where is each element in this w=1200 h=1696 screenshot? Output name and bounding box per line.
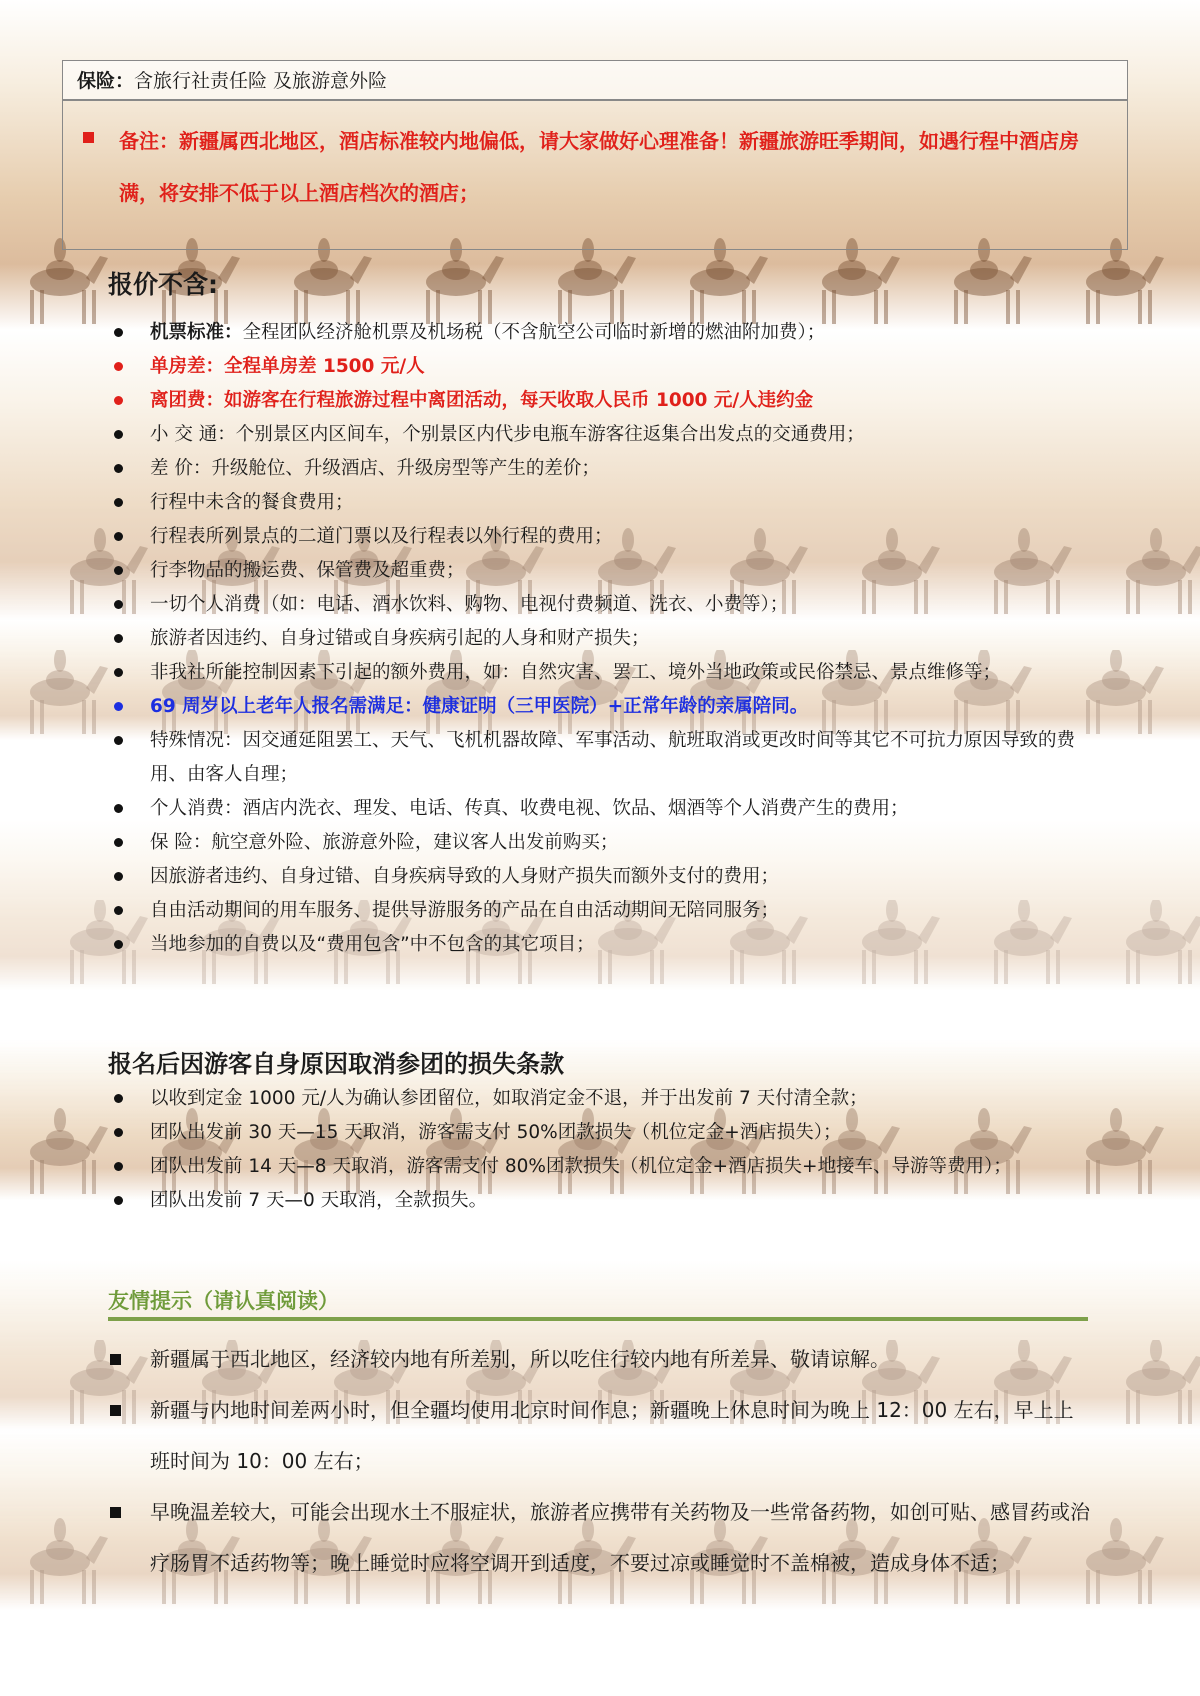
note-body: 新疆属西北地区，酒店标准较内地偏低，请大家做好心理准备！新疆旅游旺季期间，如遇行程中酒店房满，将安排不低于以上酒店档次的酒店； (119, 129, 1079, 205)
cancellation-list (108, 1082, 1088, 1218)
exclusion-item (108, 724, 1088, 792)
bullet-dot-icon (114, 396, 123, 405)
note-box (62, 100, 1128, 250)
exclusion-item (108, 520, 1088, 554)
exclusion-item-text: 个人消费：酒店内洗衣、理发、电话、传真、收费电视、饮品、烟酒等个人消费产生的费用； (150, 798, 909, 819)
exclusion-item-text: 行程表所列景点的二道门票以及行程表以外行程的费用； (150, 526, 613, 547)
cancellation-item-text: 团队出发前 7 天—0 天取消，全款损失。 (150, 1190, 488, 1211)
bullet-dot-icon (114, 1196, 123, 1205)
exclusion-item-text: 自由活动期间的用车服务、提供导游服务的产品在自由活动期间无陪同服务； (150, 900, 780, 921)
bullet-dot-icon (114, 736, 123, 745)
black-square-icon (110, 1405, 121, 1416)
tip-item-text: 早晚温差较大，可能会出现水土不服症状，旅游者应携带有关药物及一些常备药物，如创可贴、感冒药或治疗肠胃不适药物等；晚上睡觉时应将空调开到适度，不要过凉或睡觉时不盖棉被，造成身体不适； (150, 1500, 1090, 1575)
exclusion-item (108, 826, 1088, 860)
exclusion-item-text: 小 交 通：个别景区内区间车，个别景区内代步电瓶车游客往返集合出发点的交通费用； (150, 424, 865, 445)
insurance-label: 保险： (77, 70, 135, 92)
exclusion-item-text: 一切个人消费（如：电话、酒水饮料、购物、电视付费频道、洗衣、小费等）； (150, 594, 789, 615)
bullet-dot-icon (114, 498, 123, 507)
exclusion-item-text: 当地参加的自费以及“费用包含”中不包含的其它项目； (150, 934, 595, 955)
exclusion-item-label: 机票标准： (150, 322, 243, 343)
exclusions-title: 报价不含: (108, 270, 218, 299)
tip-item (108, 1487, 1093, 1589)
exclusion-item-text: 单房差：全程单房差 1500 元/人 (150, 356, 425, 377)
bullet-dot-icon (114, 532, 123, 541)
bullet-dot-icon (114, 1162, 123, 1171)
tip-item (108, 1385, 1093, 1487)
exclusion-item-text: 行程中未含的餐食费用； (150, 492, 354, 513)
tips-list (108, 1334, 1093, 1589)
black-square-icon (110, 1507, 121, 1518)
cancellation-item (108, 1184, 1088, 1218)
exclusion-item-text: 因旅游者违约、自身过错、自身疾病导致的人身财产损失而额外支付的费用； (150, 866, 780, 887)
bullet-dot-icon (114, 1094, 123, 1103)
tips-title: 友情提示（请认真阅读） (108, 1289, 339, 1313)
exclusion-item (108, 452, 1088, 486)
exclusion-item (108, 588, 1088, 622)
exclusion-item-text: 离团费：如游客在行程旅游过程中离团活动，每天收取人民币 1000 元/人违约金 (150, 390, 814, 411)
exclusion-item (108, 418, 1088, 452)
exclusion-item-text: 69 周岁以上老年人报名需满足：健康证明（三甲医院）+正常年龄的亲属陪同。 (150, 696, 809, 717)
bullet-dot-icon (114, 838, 123, 847)
exclusion-item (108, 486, 1088, 520)
black-square-icon (110, 1354, 121, 1365)
cancellation-item-text: 团队出发前 30 天—15 天取消，游客需支付 50%团款损失（机位定金+酒店损失）； (150, 1122, 842, 1143)
tips-divider (108, 1317, 1088, 1321)
insurance-row (62, 60, 1128, 100)
exclusion-item-text: 保 险：航空意外险、旅游意外险，建议客人出发前购买； (150, 832, 619, 853)
exclusion-item (108, 316, 1088, 350)
exclusion-item (108, 384, 1088, 418)
exclusion-item (108, 622, 1088, 656)
exclusion-item (108, 554, 1088, 588)
bullet-dot-icon (114, 464, 123, 473)
bullet-dot-icon (114, 566, 123, 575)
exclusion-item (108, 690, 1088, 724)
tip-item-text: 新疆与内地时间差两小时，但全疆均使用北京时间作息；新疆晚上休息时间为晚上 12：00 左右，早上上班时间为 10：00 左右； (150, 1398, 1074, 1473)
red-square-icon (83, 132, 94, 143)
exclusion-item (108, 928, 1088, 962)
exclusion-item-text: 行李物品的搬运费、保管费及超重费； (150, 560, 465, 581)
tip-item (108, 1334, 1093, 1385)
exclusion-item (108, 792, 1088, 826)
cancellation-item (108, 1082, 1088, 1116)
bullet-dot-icon (114, 940, 123, 949)
cancellation-item (108, 1116, 1088, 1150)
bullet-dot-icon (114, 1128, 123, 1137)
exclusion-item (108, 350, 1088, 384)
exclusion-item-text: 非我社所能控制因素下引起的额外费用，如：自然灾害、罢工、境外当地政策或民俗禁忌、景点维修等； (150, 662, 1002, 683)
tip-item-text: 新疆属于西北地区，经济较内地有所差别，所以吃住行较内地有所差异、敬请谅解。 (150, 1347, 890, 1371)
exclusion-item (108, 656, 1088, 690)
exclusion-item-text: 差 价：升级舱位、升级酒店、升级房型等产生的差价； (150, 458, 600, 479)
bullet-dot-icon (114, 634, 123, 643)
note-text (119, 115, 1109, 219)
bullet-dot-icon (114, 872, 123, 881)
exclusion-item (108, 894, 1088, 928)
cancellation-title: 报名后因游客自身原因取消参团的损失条款 (108, 1050, 564, 1078)
bullet-dot-icon (114, 362, 123, 371)
bullet-dot-icon (114, 804, 123, 813)
exclusion-item-text: 旅游者因违约、自身过错或自身疾病引起的人身和财产损失； (150, 628, 650, 649)
exclusion-item (108, 860, 1088, 894)
exclusion-item-text: 全程团队经济舱机票及机场税（不含航空公司临时新增的燃油附加费）； (242, 322, 826, 343)
cancellation-item-text: 团队出发前 14 天—8 天取消，游客需支付 80%团款损失（机位定金+酒店损失+地接车、导游等费用）； (150, 1156, 1012, 1177)
bullet-dot-icon (114, 668, 123, 677)
cancellation-item (108, 1150, 1088, 1184)
note-label: 备注： (119, 129, 179, 153)
bullet-dot-icon (114, 430, 123, 439)
insurance-text: 含旅行社责任险 及旅游意外险 (134, 70, 388, 92)
bullet-dot-icon (114, 906, 123, 915)
exclusions-list (108, 316, 1088, 962)
exclusion-item-text: 特殊情况：因交通延阻罢工、天气、飞机机器故障、军事活动、航班取消或更改时间等其它不可抗力原因导致的费用、由客人自理； (150, 730, 1076, 785)
bullet-dot-icon (114, 600, 123, 609)
bullet-dot-icon (114, 702, 123, 711)
bullet-dot-icon (114, 328, 123, 337)
cancellation-item-text: 以收到定金 1000 元/人为确认参团留位，如取消定金不退，并于出发前 7 天付清全款； (150, 1088, 868, 1109)
